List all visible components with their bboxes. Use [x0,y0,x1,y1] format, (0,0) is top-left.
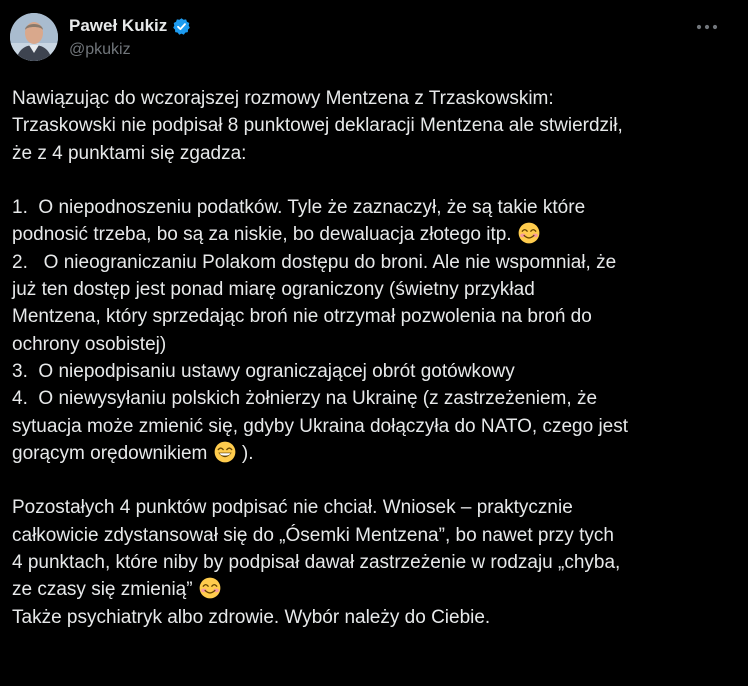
tweet-line: że z 4 punktami się zgadza: [12,142,247,164]
tweet-line: ze czasy się zmienią” [12,579,193,601]
list-item-line: Mentzena, który sprzedając broń nie otrzymał pozwolenia na broń do [12,306,592,328]
author-block [69,15,191,59]
avatar[interactable] [10,13,58,61]
list-item-line: ochrony osobistej) [12,333,167,355]
author-name-row [69,15,191,37]
list-item-line: już ten dostęp jest ponad miarę ograniczony (świetny przykład [12,279,535,301]
tweet-line: Pozostałych 4 punktów podpisać nie chciał. Wniosek – praktycznie [12,497,573,519]
tweet-text [12,85,736,631]
list-item-line: gorącym orędownikiem [12,442,208,464]
list-item-line-end: ). [236,442,254,464]
tweet-line: Trzaskowski nie podpisał 8 punktowej deklaracji Mentzena ale stwierdził, [12,115,623,137]
list-item-line: 2. O nieograniczaniu Polakom dostępu do broni. Ale nie wspomniał, że [12,251,617,273]
tweet-line: 4 punktach, które niby by podpisał dawał zastrzeżenie w rodzaju „chyba, [12,552,621,574]
list-item-line: 4. O niewysyłaniu polskich żołnierzy na Ukrainę (z zastrzeżeniem, że [12,388,598,410]
grinning-face-with-smiling-eyes-emoji [214,441,236,463]
list-item-line: podnosić trzeba, bo są za niskie, bo dewaluacja złotego itp. [12,224,512,246]
more-options-button[interactable] [690,14,724,40]
tweet-line: Także psychiatryk albo zdrowie. Wybór należy do Ciebie. [12,606,491,628]
list-item-line: 3. O niepodpisaniu ustawy ograniczającej obrót gotówkowy [12,360,515,382]
list-item-line: 1. O niepodnoszeniu podatków. Tyle że zaznaczył, że są takie które [12,197,586,219]
tweet-line: Nawiązując do wczorajszej rozmowy Mentzena z Trzaskowskim: [12,88,554,109]
profile-photo-icon [10,13,58,61]
tweet-line: całkowicie zdystansował się do „Ósemki Mentzena”, bo nawet przy tych [12,524,614,546]
smiling-face-with-smiling-eyes-emoji [518,222,540,244]
author-name[interactable]: Paweł Kukiz [69,16,168,35]
list-item-line: sytuacja może zmienić się, gdyby Ukraina dołączyła do NATO, czego jest [12,415,629,437]
smiling-face-with-smiling-eyes-emoji [199,577,221,599]
more-options-icon [696,24,718,30]
author-handle[interactable]: @pkukiz [69,41,131,58]
verified-badge-icon [172,17,191,36]
